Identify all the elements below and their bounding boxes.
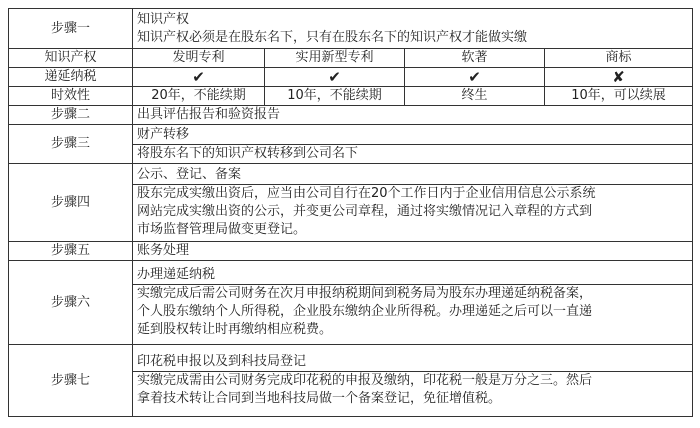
step1-row (9, 9, 693, 49)
step5-text: 账务处理 (133, 242, 693, 261)
col-utility-patent: 实用新型专利 (265, 49, 405, 68)
step4-row (9, 164, 693, 242)
step7-desc-line: 拿着技术转让合同到当地科技局做一个备案登记，免征增值税。 (137, 391, 502, 406)
step7-label: 步骤七 (9, 345, 133, 417)
step7-title: 印花税申报以及到科技局登记 (137, 354, 307, 369)
check-icon: ✔ (405, 68, 545, 87)
ip-header-label: 知识产权 (9, 49, 133, 68)
col-invention-patent: 发明专利 (133, 49, 265, 68)
step3-desc: 将股东名下的知识产权转移到公司名下 (137, 145, 359, 161)
validity-utility: 10年，不能续期 (265, 87, 405, 106)
step5-label: 步骤五 (9, 242, 133, 261)
step5-row (9, 242, 693, 261)
step3-row (9, 125, 693, 164)
deferred-tax-label: 递延纳税 (9, 68, 133, 87)
col-software-copyright: 软著 (405, 49, 545, 68)
step4-title: 公示、登记、备案 (137, 167, 242, 182)
step1-desc: 知识产权必须是在股东名下，只有在股东名下的知识产权才能做实缴 (137, 29, 528, 45)
step3-label: 步骤三 (9, 125, 133, 164)
step2-row (9, 106, 693, 125)
check-icon: ✔ (265, 68, 405, 87)
step6-desc-line: 个人股东缴纳个人所得税，企业股东缴纳企业所得税。办理递延之后可以一直递 (137, 304, 593, 319)
step6-title: 办理递延纳税 (137, 267, 216, 282)
step1-content (133, 9, 693, 49)
step6-content (133, 261, 693, 345)
col-trademark: 商标 (545, 49, 693, 68)
step4-content (133, 164, 693, 242)
ip-header-row (9, 49, 693, 68)
validity-software: 终生 (405, 87, 545, 106)
step4-label: 步骤四 (9, 164, 133, 242)
step4-desc-line: 股东完成实缴出资后，应当由公司自行在20个工作日内于企业信用信息公示系统 (137, 186, 596, 201)
step7-desc-line: 实缴完成需由公司财务完成印花税的申报及缴纳，印花税一般是万分之三。然后 (137, 373, 593, 388)
validity-row (9, 87, 693, 106)
validity-invention: 20年，不能续期 (133, 87, 265, 106)
step4-desc-line: 市场监督管理局做变更登记。 (137, 222, 307, 237)
step6-label: 步骤六 (9, 261, 133, 345)
step2-label: 步骤二 (9, 106, 133, 125)
step4-desc-line: 网站完成实缴出资的公示，并变更公司章程，通过将实缴情况记入章程的方式到 (137, 204, 593, 219)
step7-row (9, 345, 693, 417)
validity-label: 时效性 (9, 87, 133, 106)
step1-label: 步骤一 (9, 9, 133, 49)
step6-row (9, 261, 693, 345)
step1-title: 知识产权 (137, 11, 190, 27)
step3-title: 财产转移 (137, 126, 190, 142)
check-icon: ✔ (133, 68, 265, 87)
cross-icon: ✘ (545, 68, 693, 87)
step6-desc-line: 延到股权转让时再缴纳相应税费。 (137, 322, 333, 337)
step7-content (133, 345, 693, 417)
step2-text: 出具评估报告和验资报告 (133, 106, 693, 125)
ip-contribution-table (8, 8, 693, 417)
validity-trademark: 10年，可以续展 (545, 87, 693, 106)
step6-desc-line: 实缴完成后需公司财务在次月申报纳税期间到税务局为股东办理递延纳税备案， (137, 286, 593, 301)
deferred-tax-row (9, 68, 693, 87)
step3-content (133, 125, 693, 164)
